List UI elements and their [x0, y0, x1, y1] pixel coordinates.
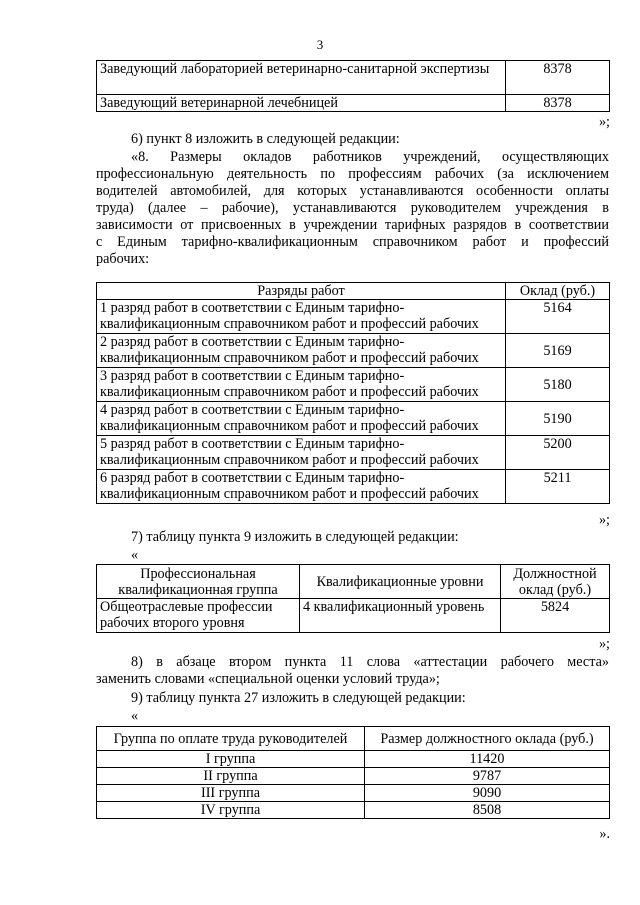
column-header: Разряды работ [97, 283, 506, 300]
table-row [97, 470, 610, 504]
grade-line: квалификационным справочником работ и профессий рабочих [100, 418, 479, 434]
text-line: заменить словами «специальной оценки условий труда»; [96, 671, 440, 687]
table-row [97, 368, 610, 402]
page-number: 3 [316, 37, 324, 52]
grade-line: 4 разряд работ в соответствии с Единым тарифно- [100, 402, 405, 418]
closing-quote: »; [598, 114, 610, 130]
opening-quote: « [131, 708, 139, 724]
table-row [97, 436, 610, 470]
grade-line: квалификационным справочником работ и профессий рабочих [100, 452, 479, 468]
grade-line: 5 разряд работ в соответствии с Единым тарифно- [100, 436, 405, 452]
group-label: I группа [97, 751, 365, 768]
group-salary: 9090 [365, 785, 610, 802]
table-row [97, 768, 610, 785]
closing-quote: ». [599, 826, 610, 842]
grade-name [97, 334, 506, 368]
table-row [97, 95, 610, 112]
table-row [97, 599, 610, 633]
salary-value: 8378 [506, 61, 610, 95]
paragraph-8 [96, 149, 609, 268]
grade-salary: 5190 [506, 402, 610, 436]
grade-line: 6 разряд работ в соответствии с Единым тарифно- [100, 470, 405, 486]
group-name: Общеотраслевые профессии рабочих второго уровня [97, 599, 300, 633]
grade-name [97, 470, 506, 504]
table-row [97, 61, 610, 95]
text-line: водителей автомобилей, для которых устанавливаются особенности оплаты [96, 183, 609, 199]
text-line: «8. Размеры окладов работников учреждений, осуществляющих [131, 149, 609, 165]
grade-line: квалификационным справочником работ и профессий рабочих [100, 384, 479, 400]
table-top [96, 60, 610, 112]
group-label: IV группа [97, 802, 365, 819]
grade-name [97, 368, 506, 402]
table-professional-group [96, 564, 610, 633]
text-line: профессиональную деятельность по профессиям рабочих (за исключением [96, 166, 609, 182]
position-name: Заведующий лабораторией ветеринарно-санитарной экспертизы [97, 61, 506, 95]
column-header: Группа по оплате труда руководителей [97, 727, 365, 751]
table-row [97, 402, 610, 436]
group-label: III группа [97, 785, 365, 802]
table-row [97, 802, 610, 819]
position-name: Заведующий ветеринарной лечебницей [97, 95, 506, 112]
grade-salary: 5169 [506, 334, 610, 368]
table-heads-group [96, 726, 610, 819]
group-label: II группа [97, 768, 365, 785]
grade-salary: 5164 [506, 300, 610, 334]
grade-line: 3 разряд работ в соответствии с Единым тарифно- [100, 368, 405, 384]
table-row [97, 300, 610, 334]
text-line: труда) (далее – рабочие), устанавливаются руководителем учреждения в [96, 200, 609, 216]
column-header: Должностной оклад (руб.) [501, 565, 610, 599]
text-line: зависимости от присвоенных в учреждении тарифных разрядов в соответствии [96, 217, 609, 233]
table-grades [96, 282, 610, 504]
item-9: 9) таблицу пункта 27 изложить в следующей редакции: [131, 690, 466, 706]
qualification-level: 4 квалификационный уровень [300, 599, 501, 633]
opening-quote: « [131, 547, 139, 563]
column-header: Размер должностного оклада (руб.) [365, 727, 610, 751]
column-header: Квалификационные уровни [300, 565, 501, 599]
table-row [97, 751, 610, 768]
grade-line: 1 разряд работ в соответствии с Единым тарифно- [100, 300, 405, 316]
grade-line: квалификационным справочником работ и профессий рабочих [100, 316, 479, 332]
grade-salary: 5180 [506, 368, 610, 402]
text-line: с Единым тарифно-квалификационным справочником работ и профессий [96, 234, 609, 250]
grade-line: квалификационным справочником работ и профессий рабочих [100, 486, 479, 502]
column-header: Оклад (руб.) [506, 283, 610, 300]
grade-line: 2 разряд работ в соответствии с Единым тарифно- [100, 334, 405, 350]
table-header-row [97, 565, 610, 599]
grade-name [97, 436, 506, 470]
grade-name [97, 402, 506, 436]
grade-salary: 5200 [506, 436, 610, 470]
group-salary: 11420 [365, 751, 610, 768]
column-header: Профессиональная квалификационная группа [97, 565, 300, 599]
grade-name [97, 300, 506, 334]
table-row [97, 785, 610, 802]
table-row [97, 334, 610, 368]
text-line: 8) в абзаце втором пункта 11 слова «аттестации рабочего места» [131, 654, 609, 670]
closing-quote: »; [598, 512, 610, 528]
grade-salary: 5211 [506, 470, 610, 504]
item-8 [96, 654, 609, 688]
text-line: рабочих: [96, 251, 150, 267]
item-7: 7) таблицу пункта 9 изложить в следующей редакции: [131, 529, 459, 545]
closing-quote: »; [598, 636, 610, 652]
salary-value: 8378 [506, 95, 610, 112]
grade-line: квалификационным справочником работ и профессий рабочих [100, 350, 479, 366]
official-salary: 5824 [501, 599, 610, 633]
group-salary: 8508 [365, 802, 610, 819]
group-salary: 9787 [365, 768, 610, 785]
item-6: 6) пункт 8 изложить в следующей редакции: [131, 131, 400, 147]
table-header-row [97, 283, 610, 300]
table-header-row [97, 727, 610, 751]
